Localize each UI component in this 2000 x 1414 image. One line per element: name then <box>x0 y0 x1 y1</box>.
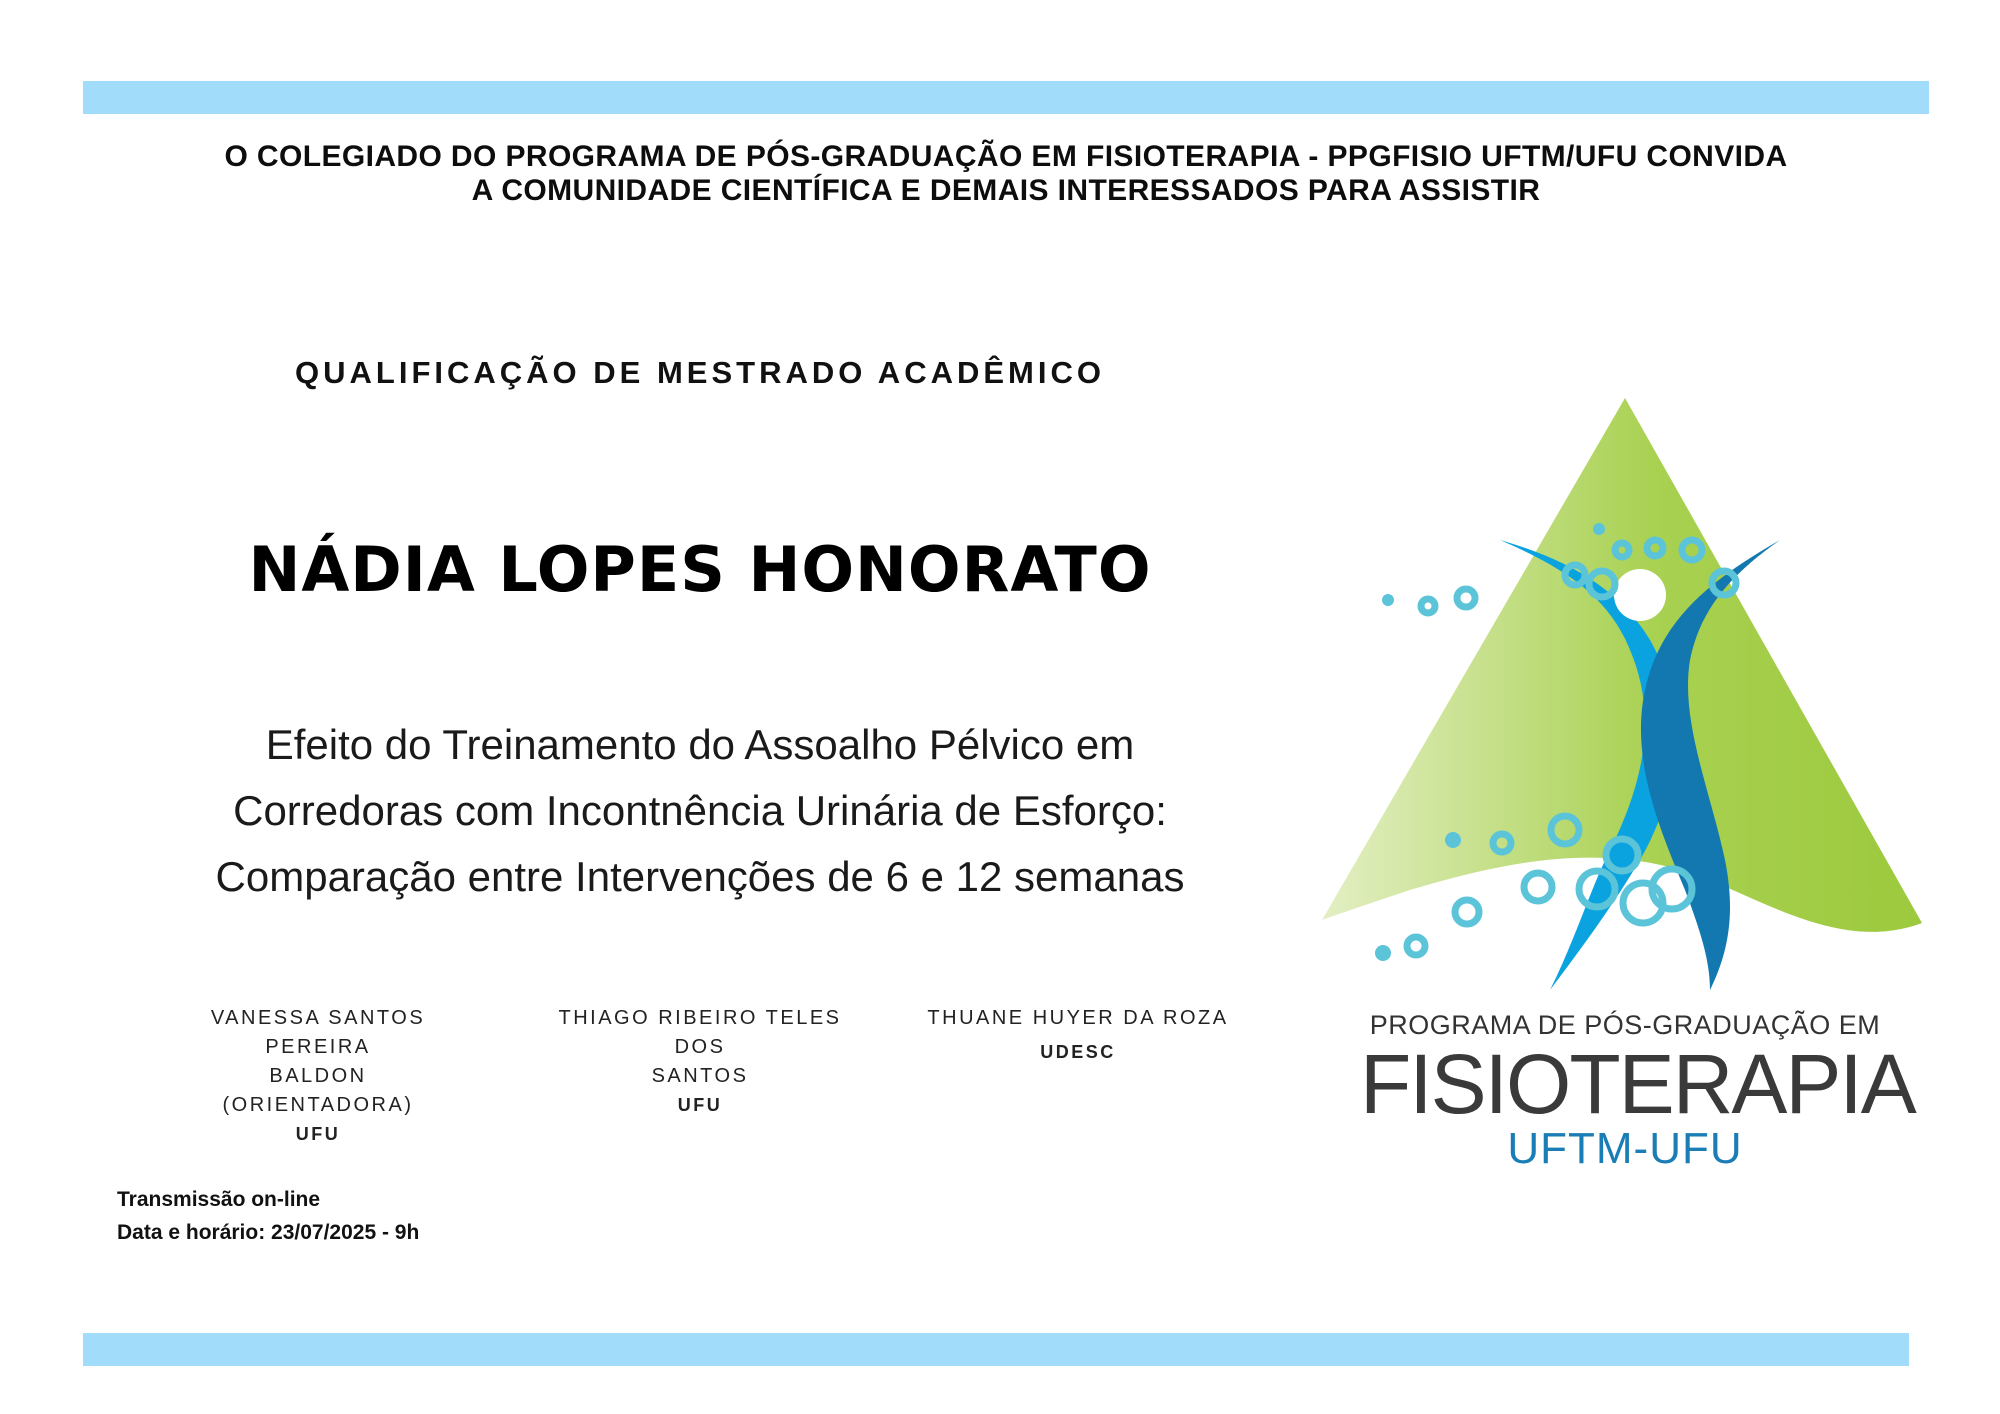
event-type: QUALIFICAÇÃO DE MESTRADO ACADÊMICO <box>295 355 1105 390</box>
thesis-title <box>140 712 1260 910</box>
candidate-name: NÁDIA LOPES HONORATO <box>248 533 1152 606</box>
program-logo-icon <box>1310 390 1940 1020</box>
member-name-line2: BALDON <box>269 1065 367 1087</box>
event-datetime: Data e horário: 23/07/2025 - 9h <box>117 1221 420 1244</box>
member-role: (ORIENTADORA) <box>222 1094 414 1116</box>
logo-line3: UFTM-UFU <box>1507 1124 1743 1173</box>
member-name-line1: THIAGO RIBEIRO TELES DOS <box>558 1007 842 1058</box>
member-name-line1: VANESSA SANTOS PEREIRA <box>210 1007 426 1058</box>
thesis-title-line3: Comparação entre Intervenções de 6 e 12 semanas <box>215 853 1185 900</box>
invitation-header-line1: O COLEGIADO DO PROGRAMA DE PÓS-GRADUAÇÃO EM FISIOTERAPIA - PPGFISIO UFTM/UFU CONVIDA <box>224 140 1788 173</box>
logo-line1: PROGRAMA DE PÓS-GRADUAÇÃO EM <box>1369 1010 1881 1040</box>
logo-line2: FISIOTERAPIA <box>1360 1037 1915 1131</box>
member-name-line1: THUANE HUYER DA ROZA <box>927 1007 1229 1029</box>
committee-member-2 <box>540 1004 860 1120</box>
transmission-mode: Transmissão on-line <box>117 1188 321 1211</box>
thesis-title-line1: Efeito do Treinamento do Assoalho Pélvico em <box>265 721 1135 768</box>
bottom-decorative-bar <box>83 1333 1909 1366</box>
member-institution: UDESC <box>1040 1042 1116 1062</box>
program-logo-wordmark <box>1360 1010 1915 1173</box>
invitation-header <box>83 140 1929 208</box>
logo-figure-head <box>1614 569 1666 621</box>
top-decorative-bar <box>83 81 1929 114</box>
member-name-line2: SANTOS <box>651 1065 749 1087</box>
committee-member-advisor <box>158 1004 478 1149</box>
member-institution: UFU <box>295 1124 341 1144</box>
event-info <box>117 1183 419 1249</box>
member-institution: UFU <box>677 1095 723 1115</box>
thesis-title-line2: Corredoras com Incontnência Urinária de Esforço: <box>233 787 1167 834</box>
invitation-header-line2: A COMUNIDADE CIENTÍFICA E DEMAIS INTERESSADOS PARA ASSISTIR <box>471 174 1541 207</box>
committee-member-3 <box>918 1004 1238 1067</box>
